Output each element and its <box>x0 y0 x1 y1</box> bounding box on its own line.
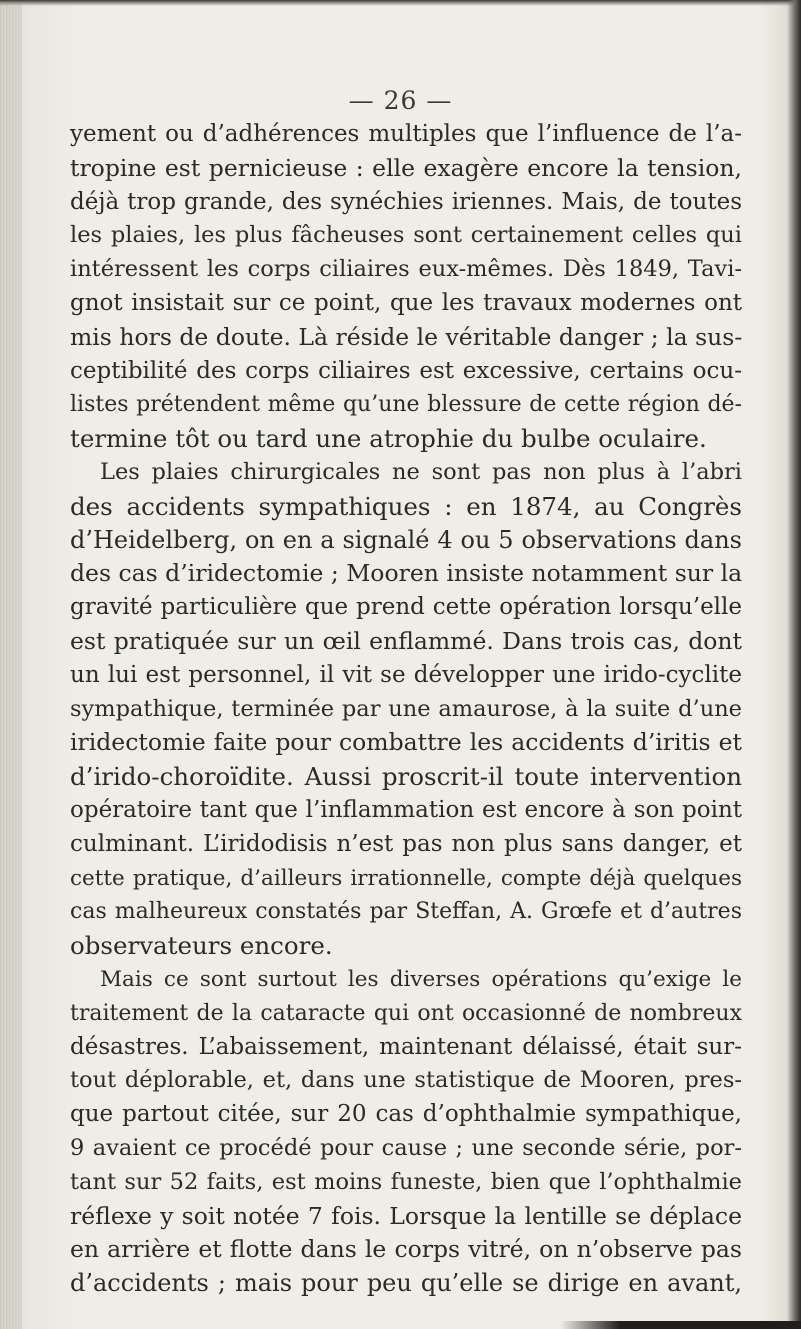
text-line: que partout citée, sur 20 cas d’ophthalmie sympathique, <box>70 1101 742 1128</box>
text-line: les plaies, les plus fâcheuses sont certainement celles qui <box>70 222 742 249</box>
text-line: sympathique, terminée par une amaurose, à la suite d’une <box>70 695 742 722</box>
binding-gutter <box>0 0 22 1329</box>
text-line: d’accidents ; mais pour peu qu’elle se dirige en avant, <box>70 1269 742 1298</box>
text-line: Les plaies chirurgicales ne sont pas non plus à l’abri <box>100 458 742 485</box>
text-line: d’Heidelberg, on en a signalé 4 ou 5 observations dans <box>70 525 742 554</box>
text-line: tout déplorable, et, dans une statistique de Mooren, pres- <box>70 1067 742 1094</box>
text-line: traitement de la cataracte qui ont occasionné de nombreux <box>70 1000 742 1026</box>
text-line: listes prétendent même qu’une blessure de cette région dé- <box>70 392 742 418</box>
text-line: d’irido-choroïdite. Aussi proscrit-il toute intervention <box>70 762 742 792</box>
text-line: culminant. L’iridodisis n’est pas non plus sans danger, et <box>70 830 742 857</box>
text-line: observateurs encore. <box>70 931 333 961</box>
text-line: opératoire tant que l’inflammation est encore à son point <box>70 796 742 823</box>
text-line: cas malheureux constatés par Steffan, A. Grœfe et d’autres <box>70 899 742 925</box>
text-line: gravité particulière que prend cette opération lorsqu’elle <box>70 594 742 621</box>
text-line: des accidents sympathiques : en 1874, au Congrès <box>70 491 742 521</box>
text-line: mis hors de doute. Là réside le véritable danger ; la sus- <box>70 322 743 351</box>
bottom-edge <box>560 1321 801 1329</box>
text-line: en arrière et flotte dans le corps vitré, on n’observe pas <box>70 1235 742 1264</box>
text-line: intéressent les corps ciliaires eux-mêmes. Dès 1849, Tavi- <box>70 256 742 283</box>
text-line: tant sur 52 faits, est moins funeste, bien que l’ophthalmie <box>70 1168 742 1195</box>
page-number: — 26 — <box>348 86 453 115</box>
text-line: réflexe y soit notée 7 fois. Lorsque la lentille se déplace <box>70 1201 742 1230</box>
text-line: un lui est personnel, il vit se développer une irido-cyclite <box>70 661 742 688</box>
text-line: yement ou d’adhérences multiples que l’influence de l’a- <box>70 121 742 147</box>
text-line: iridectomie faite pour combattre les accidents d’iritis et <box>70 728 742 757</box>
top-edge <box>0 0 801 6</box>
text-line: ceptibilité des corps ciliaires est excessive, certains ocu- <box>70 357 742 384</box>
text-line: cette pratique, d’ailleurs irrationnelle, compte déjà quelques <box>70 865 742 891</box>
text-line: des cas d’iridectomie ; Mooren insiste notamment sur la <box>70 559 743 588</box>
text-line: 9 avaient ce procédé pour cause ; une seconde série, por- <box>70 1134 742 1161</box>
text-line: termine tôt ou tard une atrophie du bulbe oculaire. <box>70 424 707 454</box>
body-text <box>70 118 742 1301</box>
right-edge <box>787 0 801 1329</box>
text-line: Mais ce sont surtout les diverses opérations qu’exige le <box>100 966 742 992</box>
text-line: est pratiquée sur un œil enflammé. Dans trois cas, dont <box>70 626 742 655</box>
text-line: désastres. L’abaissement, maintenant délaissé, était sur- <box>70 1033 742 1060</box>
text-line: gnot insistait sur ce point, que les travaux modernes ont <box>70 289 742 316</box>
text-line: déjà trop grande, des synéchies iriennes. Mais, de toutes <box>70 188 742 215</box>
text-line: tropine est pernicieuse : elle exagère encore la tension, <box>70 153 742 182</box>
